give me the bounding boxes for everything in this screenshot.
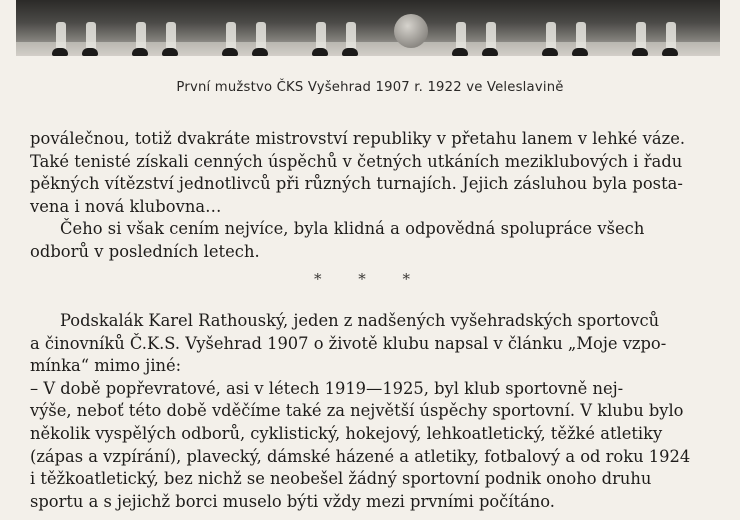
photo-player-boot <box>482 48 498 56</box>
photo-player-boot <box>312 48 328 56</box>
photo-ground <box>16 42 720 56</box>
body-text-lower <box>30 310 724 513</box>
text-line: sportu a s jejichž borci muselo býti vždy mezi prvními počítáno. <box>30 491 555 511</box>
photo-player-boot <box>662 48 678 56</box>
text-line: i těžkoatletický, bez nichž se neobešel žádný sportovní podnik onoho druhu <box>30 469 652 489</box>
text-line: několik vyspělých odborů, cyklistický, hokejový, lehkoatletický, těžké atletiky <box>30 423 663 443</box>
photo-player-boot <box>252 48 268 56</box>
text-line: a činovníků Č.K.S. Vyšehrad 1907 o životě klubu napsal v článku „Moje vzpo- <box>30 333 667 353</box>
body-text-upper <box>30 128 724 264</box>
text-line: odborů v posledních letech. <box>30 241 260 261</box>
photo-player-boot <box>162 48 178 56</box>
photo-football <box>394 14 428 48</box>
text-line: poválečnou, totiž dvakráte mistrovství republiky v přetahu lanem v lehké váze. <box>30 129 686 148</box>
photo-player-boot <box>222 48 238 56</box>
text-line: Čeho si však cením nejvíce, byla klidná a odpovědná spolupráce všech <box>60 219 645 239</box>
photo-player-boot <box>342 48 358 56</box>
photo-player-boot <box>632 48 648 56</box>
text-line: pěkných vítězství jednotlivců při různých turnajích. Jejich zásluhou byla posta- <box>30 174 683 194</box>
text-line: – V době popřevratové, asi v létech 1919—1925, byl klub sportovně nej- <box>30 378 624 398</box>
text-line: Také tenisté získali cenných úspěchů v četných utkáních meziklubových i řadu <box>30 151 683 171</box>
photo-player-boot <box>542 48 558 56</box>
photo-player-boot <box>132 48 148 56</box>
team-photo <box>16 0 720 56</box>
photo-player-boot <box>452 48 468 56</box>
text-line: vena i nová klubovna… <box>30 196 222 216</box>
photo-player-boot <box>52 48 68 56</box>
photo-player-boot <box>82 48 98 56</box>
text-line: (zápas a vzpírání), plavecký, dámské házené a atletiky, fotbalový a od roku 1924 <box>30 446 691 466</box>
text-line: výše, neboť této době vděčíme také za největší úspěchy sportovní. V klubu bylo <box>30 401 684 421</box>
text-line: Podskalák Karel Rathouský, jeden z nadšených vyšehradských sportovců <box>60 311 660 330</box>
photo-player-boot <box>572 48 588 56</box>
photo-caption: První mužstvo ČKS Vyšehrad 1907 r. 1922 ve Veleslavině <box>176 80 564 95</box>
text-line: mínka“ mimo jiné: <box>30 356 182 376</box>
section-separator: * * * <box>313 270 427 288</box>
